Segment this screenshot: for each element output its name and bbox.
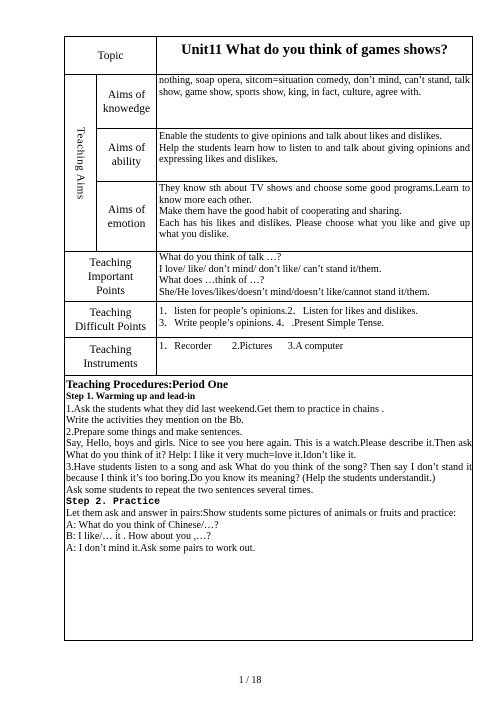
important-points-label: Teaching Important Points [87,256,134,297]
step1-title: Step 1. Warming up and lead-in [66,392,196,402]
step1-line: 3.Have students listen to a song and ask What do you think of the song? Then say I don’t stand it because I think it’s too boring.Do you know its meaning? (Help the students understandit.) [66,461,472,485]
important-points-text: What do you think of talk …? I love/ like/ don’t mind/ don’t like/ can’t stand it/them. What does …think of …? She/He loves/likes/doesn’t mind/doesn’t like/cannot stand it/them. [159,252,430,298]
step1-line: Say, Hello, boys and girls. Nice to see you here again. This is a watch.Please describe it.Then ask What do you think of it? Help: I like it very much=love it.Idon’t like it. [66,438,472,461]
instruments-row-bottom [64,375,473,376]
step2-line: B: I like/… it . How about you ,…? [66,531,211,543]
instruments-text: 1．Recorder 2.Pictures 3.A computer [159,341,344,352]
step1-line: 1.Ask the students what they did last weekend.Get them to practice in chains . [66,403,384,415]
difficult-points-text: 1．listen for people’s opinions.2．Listen for likes and dislikes. 3．Write people’s opinions. 4．.Present Simple Tense. [159,306,418,329]
teaching-aims-label: Teaching Aims [74,126,87,200]
page-number: 1 / 18 [238,675,262,686]
aims-emotion-label: Aims of emotion [107,203,146,230]
step1-line: Write the activities they mention on the Bb. [66,415,244,427]
step1-line: Ask some students to repeat the two sentences several times. [66,484,314,496]
step2-line: A: I don’t mind it.Ask some pairs to work out. [66,542,256,554]
topic-label: Topic [97,49,124,62]
procedures-heading: Teaching Procedures:Period One [66,379,229,391]
aims-knowledge-label: Aims of knowedge [102,88,151,115]
table-bottom-border [64,640,473,641]
label-column-divider [156,36,157,376]
difficult-points-label: Teaching Difficult Points [74,306,147,333]
table-right-border [472,36,473,641]
aims-knowledge-text: nothing, soap opera, sitcom=situation comedy, don’t mind, can’t stand, talk show, game show, sports show, king, in fact, culture, agree with. [159,75,470,98]
aims-ability-text: Enable the students to give opinions and talk about likes and dislikes. Help the students learn how to listen to and talk about giving opinions and expressing likes and dislikes. [159,131,470,166]
topic-title: Unit11 What do you think of games shows? [181,41,448,58]
step2-title: Step 2. Practice [66,496,161,508]
step2-line: A: What do you think of Chinese/…? [66,519,219,531]
step1-line: 2.Prepare some things and make sentences. [66,426,243,438]
teaching-procedures [66,379,472,554]
aims-ability-label: Aims of ability [107,142,146,168]
aims-emotion-text: They know sth about TV shows and choose some good programs.Learn to know more each other. Make them have the good habit of cooperating and sharing. Each has his likes and dislikes. Please choose what you like and give up what you dislike. [159,183,470,241]
step2-line: Let them ask and answer in pairs:Show students some pictures of animals or fruits and practice: [66,507,457,519]
teaching-aims-group [65,75,96,251]
instruments-label: Teaching Instruments [83,343,138,370]
